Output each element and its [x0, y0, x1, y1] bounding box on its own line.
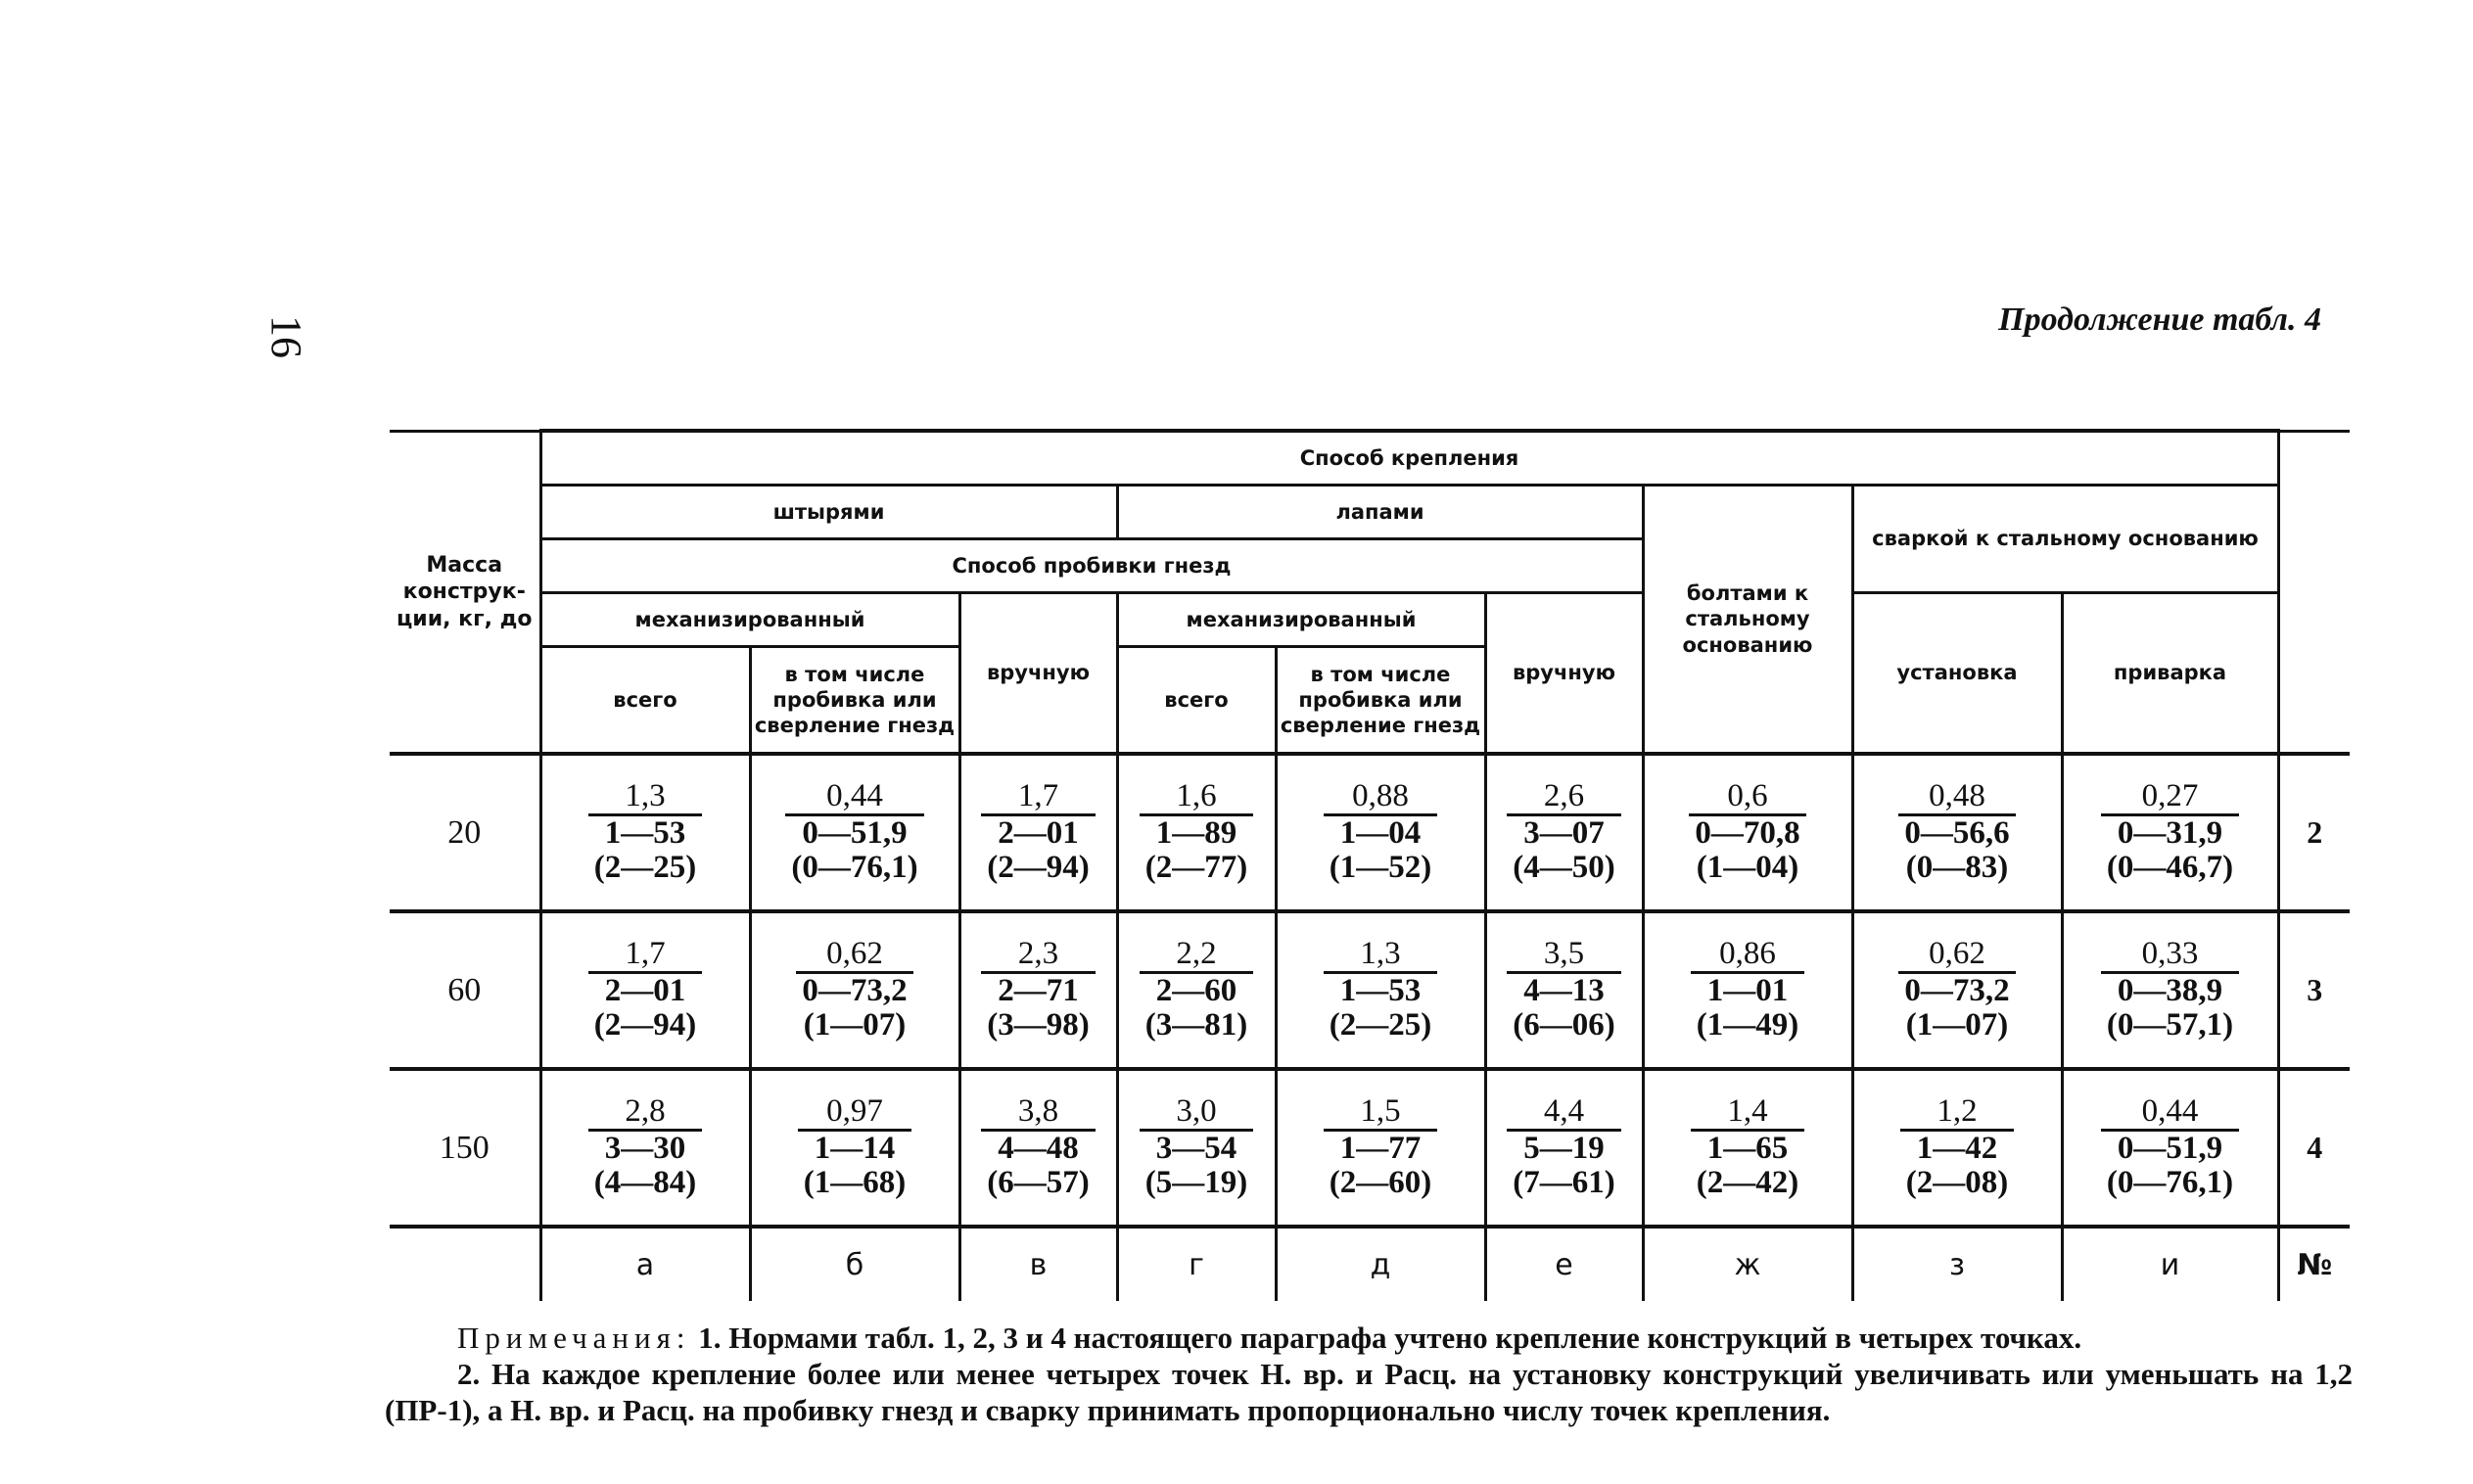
norm-fraction — [1140, 779, 1253, 884]
norm-rate-alt: (2—08) — [1905, 1164, 2009, 1200]
norm-rate-alt: (4—50) — [1513, 849, 1615, 885]
norm-fraction — [981, 1094, 1095, 1199]
norm-rate: 1—65 — [1691, 1129, 1804, 1166]
row-number: 3 — [2278, 911, 2350, 1069]
norm-fraction — [981, 937, 1095, 1042]
norm-time: 4,4 — [1543, 1093, 1585, 1130]
norm-cell — [750, 911, 959, 1069]
notes — [385, 1320, 2353, 1428]
norm-rate: 2—01 — [981, 813, 1095, 851]
norm-fraction — [1324, 1094, 1437, 1199]
norm-rate-alt: (1—49) — [1696, 1006, 1799, 1043]
norm-rate-alt: (2—25) — [1329, 1006, 1432, 1043]
norm-time: 0,44 — [2141, 1093, 2199, 1130]
norm-rate: 0—51,9 — [785, 813, 923, 851]
norm-cell — [1276, 1069, 1485, 1227]
table-row — [390, 1069, 2350, 1227]
norm-time: 1,2 — [1936, 1093, 1978, 1130]
column-letter: е — [1485, 1227, 1643, 1301]
norm-rate-alt: (1—68) — [803, 1164, 907, 1200]
row-number: 2 — [2278, 754, 2350, 911]
norm-rate-alt: (3—81) — [1144, 1006, 1248, 1043]
norm-time: 2,2 — [1176, 936, 1217, 972]
header-pins: штырями — [540, 486, 1117, 539]
header-welding: сваркой к стальному основанию — [1852, 486, 2278, 593]
norm-time: 0,62 — [1929, 936, 1985, 972]
norms-table — [390, 429, 2350, 1301]
norm-time: 1,3 — [1360, 936, 1401, 972]
letters-blank-cell — [390, 1227, 540, 1301]
norm-time: 3,0 — [1176, 1093, 1217, 1130]
row-number: 4 — [2278, 1069, 2350, 1227]
norm-rate: 1—01 — [1691, 971, 1804, 1008]
header-install: установка — [1852, 593, 2062, 755]
norm-fraction — [588, 779, 702, 884]
norm-cell — [1643, 754, 1852, 911]
norm-rate-alt: (0—46,7) — [2106, 849, 2234, 885]
norm-rate-alt: (5—19) — [1144, 1164, 1248, 1200]
header-number-blank — [2278, 431, 2350, 754]
norm-fraction — [588, 1094, 702, 1199]
header-pins-manual: вручную — [959, 593, 1117, 755]
norm-rate: 2—60 — [1140, 971, 1253, 1008]
norm-time: 0,97 — [826, 1093, 883, 1130]
norm-rate: 1—53 — [588, 813, 702, 851]
norm-fraction — [2101, 779, 2239, 884]
norm-time: 2,3 — [1017, 936, 1059, 972]
norm-time: 1,3 — [625, 778, 666, 814]
norm-rate: 2—71 — [981, 971, 1095, 1008]
table-row — [390, 754, 2350, 911]
norm-rate-alt: (2—42) — [1696, 1164, 1799, 1200]
norm-time: 1,7 — [625, 936, 666, 972]
norm-rate-alt: (1—07) — [1905, 1006, 2009, 1043]
norm-fraction — [1140, 1094, 1253, 1199]
norm-cell — [750, 754, 959, 911]
norm-fraction — [1324, 779, 1437, 884]
norm-fraction — [1900, 1094, 2014, 1199]
norm-rate: 0—38,9 — [2101, 971, 2239, 1008]
header-weld: приварка — [2062, 593, 2278, 755]
norm-rate-alt: (6—57) — [987, 1164, 1090, 1200]
norm-rate-alt: (6—06) — [1513, 1006, 1615, 1043]
norm-fraction — [1689, 779, 1805, 884]
norm-rate: 1—04 — [1324, 813, 1437, 851]
norm-fraction — [1898, 779, 2015, 884]
norm-rate: 0—73,2 — [1898, 971, 2015, 1008]
note-1-text: 1. Нормами табл. 1, 2, 3 и 4 настоящего параграфа учтено крепление конструкций в четырех точках. — [698, 1321, 2082, 1355]
norm-fraction — [796, 937, 912, 1042]
norm-time: 0,62 — [826, 936, 883, 972]
column-letter: а — [540, 1227, 750, 1301]
norm-cell — [540, 1069, 750, 1227]
norm-fraction — [785, 779, 923, 884]
norm-rate-alt: (7—61) — [1513, 1164, 1615, 1200]
notes-label: Примечания: — [457, 1321, 691, 1355]
norm-rate: 1—89 — [1140, 813, 1253, 851]
norm-time: 3,8 — [1017, 1093, 1059, 1130]
header-paws-incl-holes: в том числе пробивка или сверление гнезд — [1276, 647, 1485, 755]
norm-rate: 0—70,8 — [1689, 813, 1805, 851]
norm-cell — [540, 911, 750, 1069]
norm-rate: 1—53 — [1324, 971, 1437, 1008]
norm-fraction — [1324, 937, 1437, 1042]
norm-cell — [540, 754, 750, 911]
norm-cell — [1117, 754, 1276, 911]
page-number: 16 — [262, 315, 310, 358]
norm-cell — [1117, 1069, 1276, 1227]
norm-time: 0,6 — [1727, 778, 1768, 814]
norm-rate: 3—07 — [1507, 813, 1620, 851]
note-1 — [385, 1320, 2353, 1356]
norm-rate: 4—48 — [981, 1129, 1095, 1166]
header-pins-total: всего — [540, 647, 750, 755]
header-pins-mechanized: механизированный — [540, 593, 959, 647]
norm-cell — [1485, 911, 1643, 1069]
norm-rate-alt: (0—57,1) — [2106, 1006, 2234, 1043]
column-letter: г — [1117, 1227, 1276, 1301]
norm-cell — [959, 1069, 1117, 1227]
norm-rate-alt: (4—84) — [593, 1164, 697, 1200]
norm-rate: 0—56,6 — [1898, 813, 2015, 851]
norm-fraction — [1507, 937, 1620, 1042]
column-letter: з — [1852, 1227, 2062, 1301]
norm-time: 0,44 — [826, 778, 883, 814]
norm-cell — [2062, 911, 2278, 1069]
norm-time: 1,4 — [1727, 1093, 1768, 1130]
norm-fraction — [1691, 937, 1804, 1042]
norm-rate: 5—19 — [1507, 1129, 1620, 1166]
norm-rate-alt: (2—94) — [987, 849, 1090, 885]
column-letter: и — [2062, 1227, 2278, 1301]
norm-time: 1,5 — [1360, 1093, 1401, 1130]
norm-cell — [1485, 754, 1643, 911]
norm-fraction — [798, 1094, 911, 1199]
column-letter: д — [1276, 1227, 1485, 1301]
norm-time: 0,88 — [1352, 778, 1409, 814]
norm-cell — [1276, 754, 1485, 911]
norm-time: 1,6 — [1176, 778, 1217, 814]
norm-fraction — [1691, 1094, 1804, 1199]
column-letter: б — [750, 1227, 959, 1301]
norm-rate: 0—51,9 — [2101, 1129, 2239, 1166]
norm-rate: 3—30 — [588, 1129, 702, 1166]
mass-value: 150 — [390, 1069, 540, 1227]
header-pins-incl-holes: в том числе пробивка или сверление гнезд — [750, 647, 959, 755]
header-fastening-method: Способ крепления — [540, 431, 2278, 486]
norm-time: 2,8 — [625, 1093, 666, 1130]
norm-rate: 0—73,2 — [796, 971, 912, 1008]
mass-value: 60 — [390, 911, 540, 1069]
column-letter: ж — [1643, 1227, 1852, 1301]
header-paws: лапами — [1117, 486, 1643, 539]
norm-rate: 1—42 — [1900, 1129, 2014, 1166]
norm-cell — [1485, 1069, 1643, 1227]
header-mass: Масса конструк-ции, кг, до — [390, 431, 540, 754]
note-2: 2. На каждое крепление более или менее четырех точек Н. вр. и Расц. на установку конструкций увеличивать или уменьшать на 1,2 (ПР-1), а Н. вр. и Расц. на пробивку гнезд и сварку принимать пропорционально числу точек крепления. — [385, 1357, 2353, 1427]
norm-cell — [1643, 1069, 1852, 1227]
norm-fraction — [1507, 1094, 1620, 1199]
column-letter: в — [959, 1227, 1117, 1301]
norm-cell — [1117, 911, 1276, 1069]
norm-fraction — [981, 779, 1095, 884]
header-paws-mechanized: механизированный — [1117, 593, 1485, 647]
table-row — [390, 911, 2350, 1069]
norm-fraction — [2101, 937, 2239, 1042]
norm-rate: 0—31,9 — [2101, 813, 2239, 851]
norm-time: 0,27 — [2141, 778, 2199, 814]
norm-cell — [1643, 911, 1852, 1069]
norm-rate-alt: (0—83) — [1905, 849, 2009, 885]
norm-rate-alt: (2—94) — [593, 1006, 697, 1043]
norm-cell — [1276, 911, 1485, 1069]
table-body — [390, 754, 2350, 1227]
header-paws-manual: вручную — [1485, 593, 1643, 755]
column-letters-row — [390, 1227, 2350, 1301]
number-sign: № — [2278, 1227, 2350, 1301]
norm-rate-alt: (0—76,1) — [791, 849, 918, 885]
norm-rate-alt: (2—25) — [593, 849, 697, 885]
norm-time: 1,7 — [1017, 778, 1059, 814]
norm-cell — [2062, 1069, 2278, 1227]
norm-cell — [1852, 911, 2062, 1069]
norm-cell — [959, 911, 1117, 1069]
norm-cell — [750, 1069, 959, 1227]
norm-fraction — [2101, 1094, 2239, 1199]
norm-fraction — [1898, 937, 2015, 1042]
norm-cell — [1852, 1069, 2062, 1227]
header-paws-total: всего — [1117, 647, 1276, 755]
norm-cell — [1852, 754, 2062, 911]
norm-rate-alt: (1—04) — [1696, 849, 1799, 885]
norm-fraction — [1507, 779, 1620, 884]
norm-rate: 1—14 — [798, 1129, 911, 1166]
norm-time: 0,48 — [1929, 778, 1985, 814]
norm-rate: 4—13 — [1507, 971, 1620, 1008]
norm-rate: 1—77 — [1324, 1129, 1437, 1166]
table-continuation-caption: Продолжение табл. 4 — [1998, 301, 2321, 338]
norm-fraction — [1140, 937, 1253, 1042]
norm-rate-alt: (2—60) — [1329, 1164, 1432, 1200]
norms-table-container — [390, 429, 2350, 1301]
header-bolts: болтами к стальному основанию — [1643, 486, 1852, 755]
norm-rate: 2—01 — [588, 971, 702, 1008]
norm-rate-alt: (0—76,1) — [2106, 1164, 2234, 1200]
norm-time: 3,5 — [1543, 936, 1585, 972]
norm-cell — [2062, 754, 2278, 911]
norm-rate-alt: (3—98) — [987, 1006, 1090, 1043]
norm-rate-alt: (1—07) — [803, 1006, 907, 1043]
norm-rate-alt: (2—77) — [1144, 849, 1248, 885]
norm-time: 0,33 — [2141, 936, 2199, 972]
norm-time: 0,86 — [1719, 936, 1776, 972]
norm-cell — [959, 754, 1117, 911]
norm-rate-alt: (1—52) — [1329, 849, 1432, 885]
norm-time: 2,6 — [1543, 778, 1585, 814]
header-holes-method: Способ пробивки гнезд — [540, 539, 1643, 593]
norm-fraction — [588, 937, 702, 1042]
mass-value: 20 — [390, 754, 540, 911]
norm-rate: 3—54 — [1140, 1129, 1253, 1166]
